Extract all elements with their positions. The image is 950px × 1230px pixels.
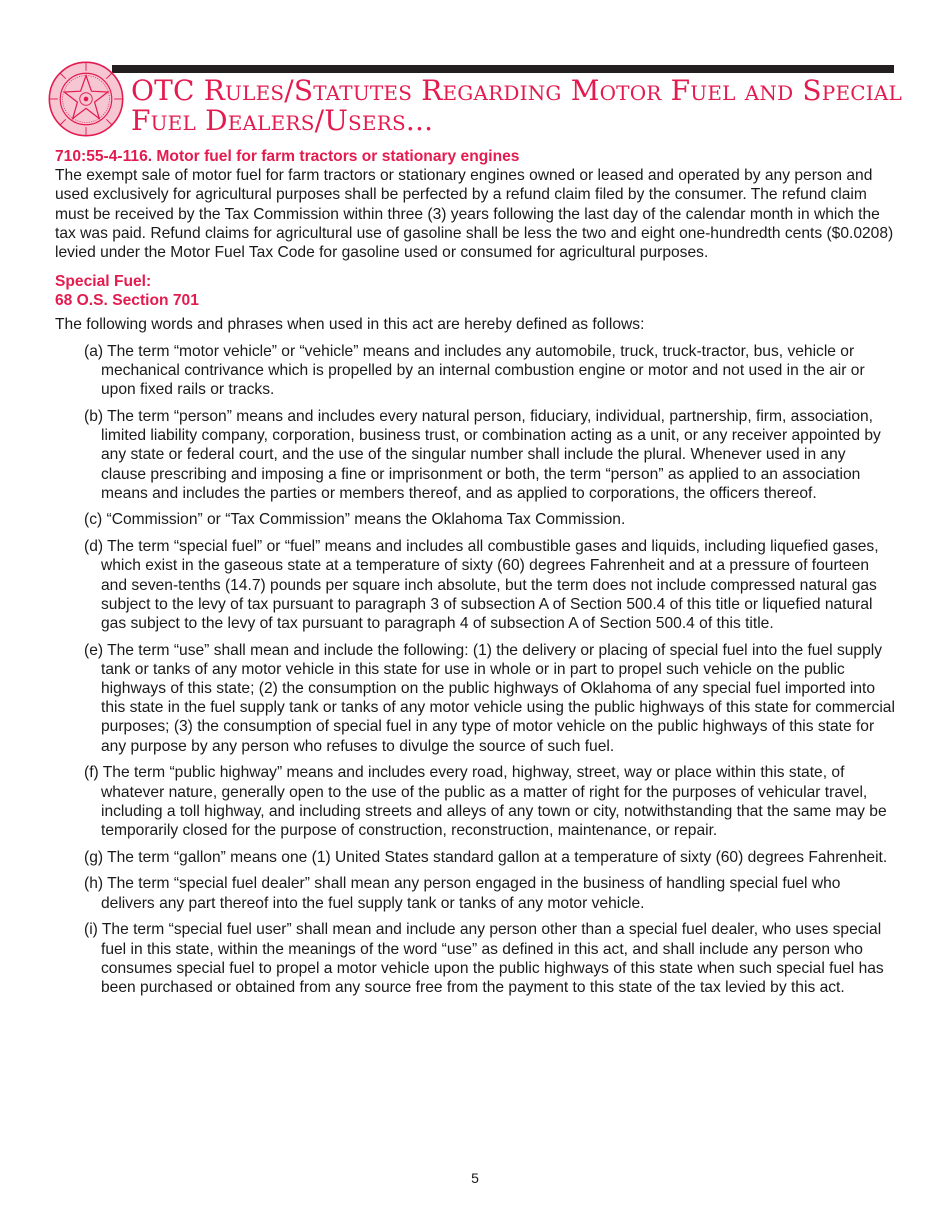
definition-item: (e) The term “use” shall mean and include the following: (1) the delivery or placing of special fuel into the fuel supply tank or tanks of any motor vehicle in this state for use in whole or in part to propel such vehicle on the public highways of this state; (2) the consumption on the public highways of Oklahoma of any special fuel imported into this state in the fuel supply tank or tanks of any motor vehicle using the public highways of this state for commercial purposes; (3) the consumption of special fuel in any type of motor vehicle on the public highways of this state for any purpose by any person who refuses to divulge the source of such fuel. (84, 641, 895, 755)
farm-section-heading: 710:55-4-116. Motor fuel for farm tractors or stationary engines (55, 148, 520, 165)
definition-item: (c) “Commission” or “Tax Commission” means the Oklahoma Tax Commission. (84, 511, 626, 529)
statute-reference: 68 O.S. Section 701 (55, 292, 199, 310)
special-fuel-heading: Special Fuel: (55, 273, 152, 291)
header-rule (112, 65, 894, 73)
document-body (55, 147, 895, 1005)
definition-item: (d) The term “special fuel” or “fuel” means and includes all combustible gases and liquids, including liquefied gases, which exist in the gaseous state at a temperature of sixty (60) degrees Fahrenheit and at a pressure of fourteen and seven-tenths (14.7) pounds per square inch absolute, but the term does not include compressed natural gas subject to the levy of tax pursuant to paragraph 3 of subsection A of Section 500.4 of this title or liquefied natural gas subject to the levy of tax pursuant to paragraph 4 of subsection A of Section 500.4 of this title. (84, 538, 879, 632)
definition-item: (i) The term “special fuel user” shall mean and include any person other than a special fuel dealer, who uses special fuel in this state, within the meanings of the word “use” as defined in this act, and shall include any person who consumes special fuel to propel a motor vehicle upon the public highways of this state when such special fuel has been purchased or obtained from any source free from the payment to this state of the tax levied by this act. (84, 921, 884, 996)
definition-item: (h) The term “special fuel dealer” shall mean any person engaged in the business of handling special fuel who delivers any part thereof into the fuel supply tank or tanks of any motor vehicle. (84, 875, 841, 912)
page-number: 5 (471, 1170, 479, 1186)
farm-section-body: The exempt sale of motor fuel for farm tractors or stationary engines owned or leased and operated by any person and used exclusively for agricultural purposes shall be perfected by a refund claim filed by the consumer. The refund claim must be received by the Tax Commission within three (3) years following the last day of the calendar month in which the tax was paid. Refund claims for agricultural use of gasoline shall be less the two and eight one-hundredth cents ($0.0208) levied under the Motor Fuel Tax Code for gasoline used or consumed for agricultural purposes. (55, 167, 894, 262)
definition-item: (g) The term “gallon” means one (1) United States standard gallon at a temperature of sixty (60) degrees Fahrenheit. (84, 848, 888, 866)
definitions-intro: The following words and phrases when used in this act are hereby defined as follows: (55, 315, 645, 333)
definition-item: (f) The term “public highway” means and includes every road, highway, street, way or place within this state, of whatever nature, generally open to the use of the public as a matter of right for the purposes of vehicular travel, including a toll highway, and including streets and alleys of any town or city, notwithstanding that the same may be temporarily closed for the purpose of construction, reconstruction, maintenance, or repair. (84, 764, 887, 839)
definition-item: (a) The term “motor vehicle” or “vehicle” means and includes any automobile, truck, truck-tractor, bus, vehicle or mechanical contrivance which is propelled by an internal combustion engine or motor and not used in the air or upon fixed rails or tracks. (84, 342, 865, 399)
page-title: OTC Rules/Statutes Regarding Motor Fuel and Special Fuel Dealers/Users... (131, 74, 902, 137)
oklahoma-state-seal-icon (47, 60, 125, 138)
definition-item: (b) The term “person” means and includes every natural person, fiduciary, individual, partnership, firm, association, limited liability company, corporation, business trust, or combination acting as a unit, or any receiver appointed by any state or federal court, and the use of the singular number shall include the plural. Whenever used in any clause prescribing and imposing a fine or imprisonment or both, the term “person” as applied to an association means and includes the parties or members thereof, and as applied to corporations, the officers thereof. (84, 407, 881, 502)
